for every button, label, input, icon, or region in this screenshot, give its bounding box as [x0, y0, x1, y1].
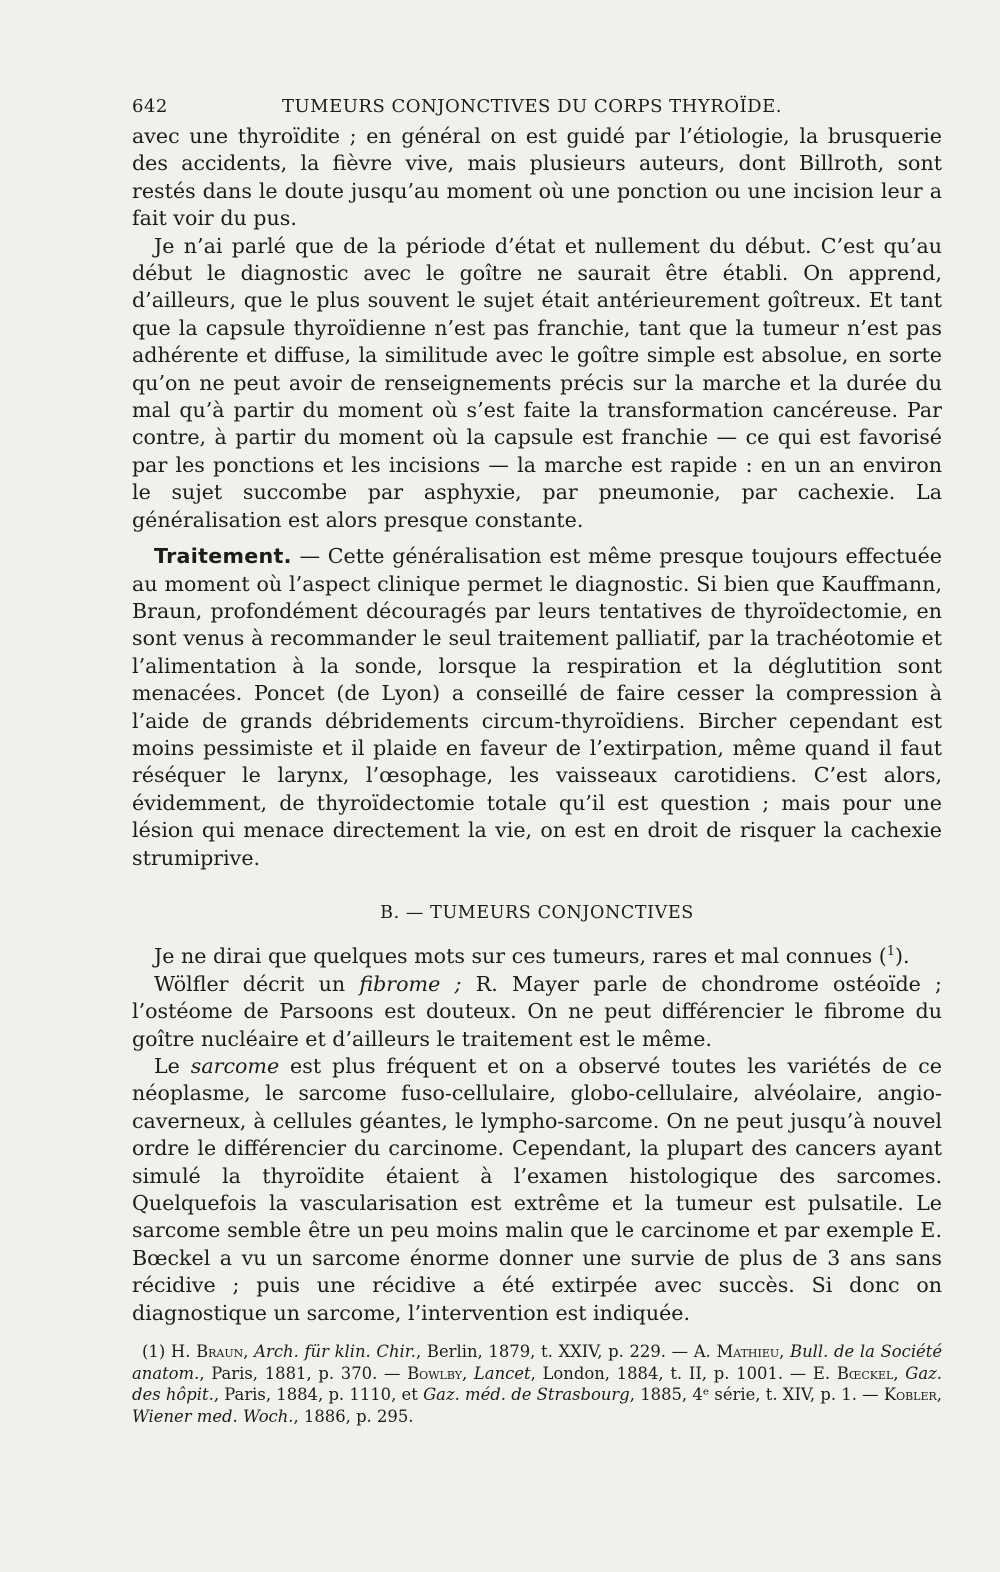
traitement-text: — Cette généralisation est même presque toujours effectuée au moment où l’aspect clinique permet le diagnostic. Si bien que Kauffmann, Braun, profondément découragés par leurs tentatives de thyroïdectomie, en sont venus à recommander le seul traitement palliatif, par la trachéotomie et l’alimentation à la sonde, lorsque la respiration et la déglutition sont menacées. Poncet (de Lyon) a conseillé de faire cesser la compression à l’aide de grands débridements circum-thyroïdiens. Bircher cependant est moins pessimiste et il plaide en faveur de l’extirpation, même quand il faut réséquer le larynx, l’œsophage, les vaisseaux carotidiens. C’est alors, évidemment, de thyroïdectomie totale qu’il est question ; mais pour une lésion qui menace directement la vie, on est en droit de risquer la cachexie strumiprive.: [132, 544, 942, 870]
term-sarcome: sarcome: [190, 1054, 280, 1078]
footnote-ref: 1: [886, 944, 895, 960]
page-header: [132, 96, 942, 117]
paragraph-diagnostic: Je n’ai parlé que de la période d’état et nullement du début. C’est qu’au début le diagnostic avec le goître ne saurait être établi. On apprend, d’ailleurs, que le plus souvent le sujet était antérieurement goîtreux. Et tant que la capsule thyroïdienne n’est pas franchie, tant que la tumeur n’est pas adhérente et diffuse, la similitude avec le goître simple est absolue, en sorte qu’on ne peut avoir de renseignements précis sur la marche et la durée du mal qu’à partir du moment où s’est faite la transformation cancéreuse. Par contre, à partir du moment où la capsule est franchie — ce qui est favorisé par les ponctions et les incisions — la marche est rapide : en un an environ le sujet succombe par asphyxie, par pneumonie, par cachexie. La généralisation est alors presque constante.: [132, 233, 942, 532]
running-head: TUMEURS CONJONCTIVES DU CORPS THYROÏDE.: [282, 96, 782, 117]
main-text: [132, 123, 942, 1327]
page-number: 642: [132, 96, 168, 117]
term-fibrome: fibrome ;: [359, 971, 462, 996]
paragraph-sarcome: Le sarcome est plus fréquent et on a observé toutes les variétés de ce néoplasme, le sarcome fuso-cellulaire, globo-cellulaire, alvéolaire, angio-caverneux, à cellules géantes, le lympho-sarcome. On ne peut jusqu’à nouvel ordre le différencier du carcinome. Cependant, la plupart des cancers ayant simulé la thyroïdite étaient à l’examen histologique des sarcomes. Quelquefois la vascularisation est extrême et la tumeur est pulsatile. Le sarcome semble être un peu moins malin que le carcinome et par exemple E. Bœckel a vu un sarcome énorme donner une survie de plus de 3 ans sans récidive ; puis une récidive a été extirpée avec succès. Si donc on diagnostique un sarcome, l’intervention est indiquée.: [132, 1054, 942, 1325]
footnotes: [132, 1341, 942, 1427]
paragraph-intro-b: Je ne dirai que quelques mots sur ces tumeurs, rares et mal connues ($^1$).: [154, 944, 910, 969]
paragraph-continuation: avec une thyroïdite ; en général on est guidé par l’étiologie, la brusquerie des accidents, la fièvre vive, mais plusieurs auteurs, dont Billroth, sont restés dans le doute jusqu’au moment où une ponction ou une incision leur a fait voir du pus.: [132, 124, 942, 231]
section-title-b: B. — TUMEURS CONJONCTIVES: [380, 902, 694, 923]
traitement-heading: Traitement.: [154, 544, 292, 569]
paragraph-fibrome: Wölfler décrit un fibrome ; R. Mayer parle de chondrome ostéoïde ; l’ostéome de Parsoons est douteux. On ne peut différencier le fibrome du goître nucléaire et d’ailleurs le traitement est le même.: [132, 971, 942, 1051]
paragraph-traitement: [132, 543, 942, 872]
footnote-1: (1) H. Braun, Arch. für klin. Chir., Berlin, 1879, t. XXIV, p. 229. — A. Mathieu, Bull. de la Société anatom., Paris, 1881, p. 370. — Bowlby, Lancet, London, 1884, t. II, p. 1001. — E. Bœckel, Gaz. des hôpit., Paris, 1884, p. 1110, et Gaz. méd. de Strasbourg, 1885, 4ᵉ série, t. XIV, p. 1. — Kobler, Wiener med. Woch., 1886, p. 295.: [132, 1342, 943, 1426]
